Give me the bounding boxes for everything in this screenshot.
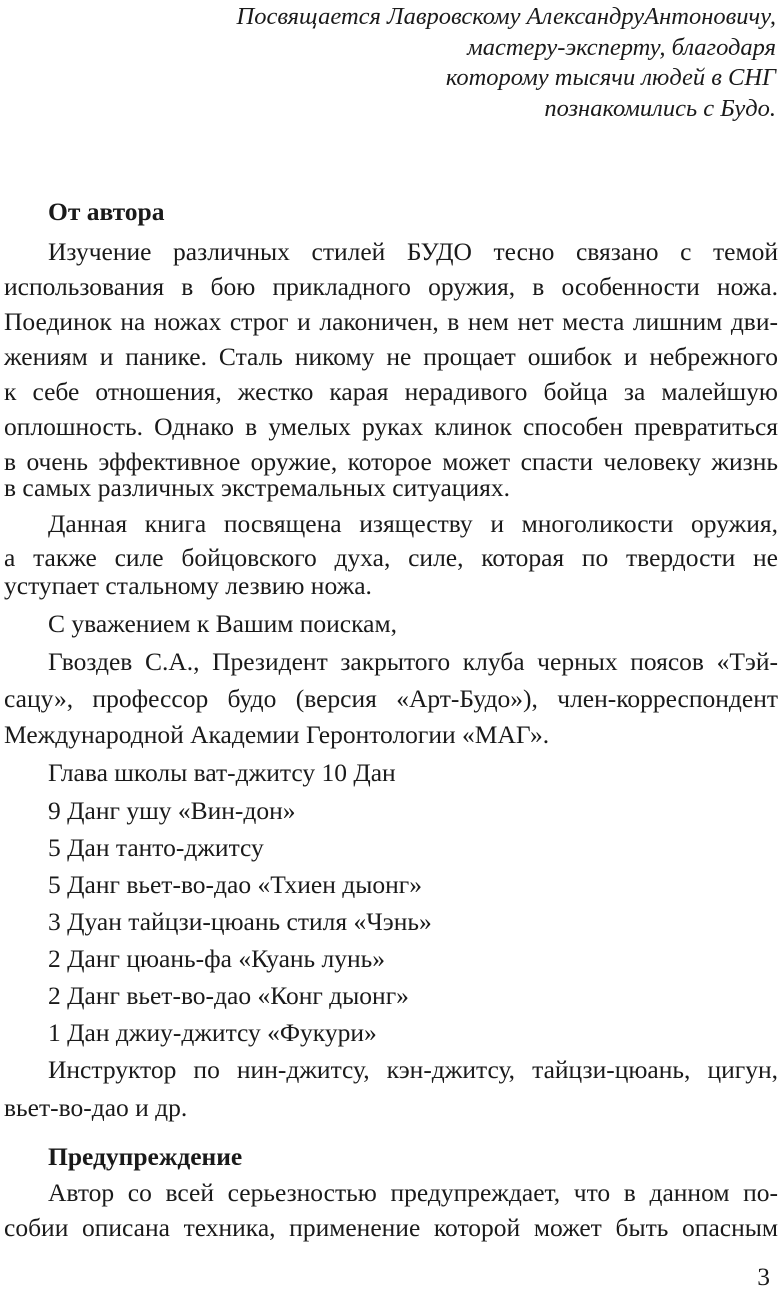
text-line: в очень эффективное оружие, которое может спасти человеку жизнь (4, 447, 778, 476)
text-line: собии описана техника, применение которой может быть опасным (4, 1213, 778, 1242)
text-line: Данная книга посвящена изяществу и многоликости оружия, (48, 509, 778, 538)
text-line: а также силе бойцовского духа, силе, которая по твердости не (4, 543, 778, 572)
text-line: 5 Данг вьет-во-дао «Тхиен дыонг» (48, 870, 422, 899)
dedication-line: Посвящается Лавровскому АлександруАнтоновичу, (236, 3, 776, 30)
text-line: в самых различных экстремальных ситуациях. (4, 473, 510, 502)
text-line: сацу», профессор будо (версия «Арт-Будо»), член-корреспондент (4, 684, 778, 713)
text-line: 1 Дан джиу-джитсу «Фукури» (48, 1018, 377, 1047)
warning-heading: Предупреждение (48, 1142, 243, 1171)
text-line: Инструктор по нин-джитсу, кэн-джитсу, тайцзи-цюань, цигун, (48, 1055, 778, 1084)
dedication-line: которому тысячи людей в СНГ (445, 64, 776, 91)
text-line: вьет-во-дао и др. (4, 1093, 188, 1122)
text-line: Изучение различных стилей БУДО тесно связано с темой (48, 237, 778, 266)
text-line: 2 Данг цюань-фа «Куань лунь» (48, 944, 386, 973)
text-line: жениям и панике. Сталь никому не прощает ошибок и небрежного (4, 342, 778, 371)
dedication-line: познакомились с Будо. (544, 94, 776, 122)
text-line: оплошность. Однако в умелых руках клинок способен превратиться (4, 412, 778, 441)
dedication-line: мастеру-эксперту, благодаря (467, 33, 776, 61)
text-line: использования в бою прикладного оружия, в особенности ножа. (4, 272, 778, 301)
text-line: Международной Академии Геронтологии «МАГ». (4, 720, 550, 749)
text-line: уступает стальному лезвию ножа. (4, 571, 372, 600)
text-line: Глава школы ват-джитсу 10 Дан (48, 758, 396, 787)
text-line: Гвоздев С.А., Президент закрытого клуба черных поясов «Тэй- (48, 647, 778, 676)
text-line: к себе отношения, жестко карая нерадивого бойца за малейшую (4, 377, 778, 406)
text-line: Автор со всей серьезностью предупреждает, что в данном по- (48, 1178, 778, 1207)
text-line: С уважением к Вашим поискам, (48, 609, 397, 638)
text-line: 9 Данг ушу «Вин-дон» (48, 796, 296, 825)
text-line: 2 Данг вьет-во-дао «Конг дыонг» (48, 981, 409, 1010)
dedication (237, 2, 776, 124)
page-number: 3 (757, 1262, 770, 1291)
text-line: 3 Дуан тайцзи-цюань стиля «Чэнь» (48, 907, 432, 936)
text-line: Поединок на ножах строг и лаконичен, в нем нет места лишним дви- (4, 307, 778, 336)
from-author-heading: От автора (48, 197, 165, 226)
text-line: 5 Дан танто-джитсу (48, 833, 264, 862)
